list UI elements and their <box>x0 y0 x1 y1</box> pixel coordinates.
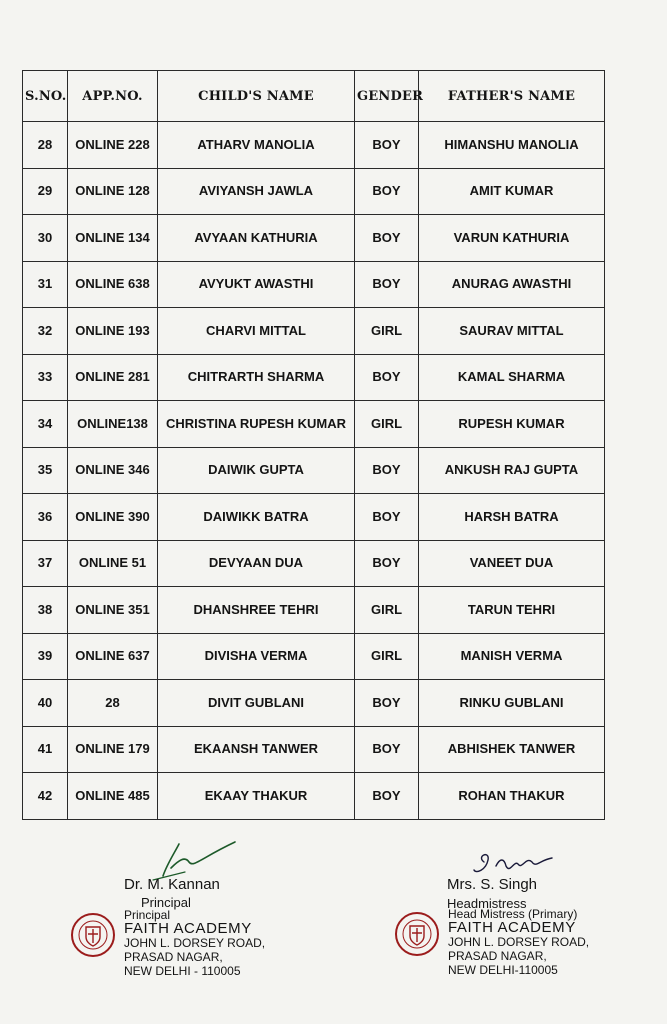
headmistress-stamp-title: Head Mistress (Primary) <box>448 907 578 921</box>
cell-gender: BOY <box>355 354 419 401</box>
cell-sno: 38 <box>23 587 68 634</box>
cell-app-no: ONLINE 281 <box>68 354 158 401</box>
cell-father-name: AMIT KUMAR <box>419 168 605 215</box>
principal-stamp-school: FAITH ACADEMY <box>124 920 252 937</box>
cell-child-name: ATHARV MANOLIA <box>158 122 355 169</box>
cell-father-name: ROHAN THAKUR <box>419 773 605 820</box>
cell-app-no: ONLINE 128 <box>68 168 158 215</box>
cell-child-name: CHARVI MITTAL <box>158 308 355 355</box>
cell-app-no: ONLINE 351 <box>68 587 158 634</box>
cell-app-no: ONLINE 134 <box>68 215 158 262</box>
school-seal-icon <box>394 911 440 957</box>
cell-app-no: ONLINE 51 <box>68 540 158 587</box>
cell-father-name: HARSH BATRA <box>419 494 605 541</box>
header-gender: GENDER <box>355 71 419 122</box>
cell-child-name: EKAANSH TANWER <box>158 726 355 773</box>
admission-list <box>22 70 604 820</box>
header-father-name: FATHER'S NAME <box>419 71 605 122</box>
principal-stamp-address-2: PRASAD NAGAR, <box>124 950 223 964</box>
principal-sign-block <box>124 878 220 910</box>
cell-gender: GIRL <box>355 401 419 448</box>
cell-sno: 41 <box>23 726 68 773</box>
cell-gender: BOY <box>355 540 419 587</box>
table-row <box>23 122 605 169</box>
principal-stamp <box>70 908 265 978</box>
cell-sno: 30 <box>23 215 68 262</box>
cell-father-name: ABHISHEK TANWER <box>419 726 605 773</box>
table-row <box>23 587 605 634</box>
cell-app-no: ONLINE 390 <box>68 494 158 541</box>
principal-stamp-address-1: JOHN L. DORSEY ROAD, <box>124 936 266 950</box>
table-row <box>23 680 605 727</box>
cell-sno: 34 <box>23 401 68 448</box>
table-row <box>23 168 605 215</box>
headmistress-stamp <box>394 907 589 977</box>
table-row <box>23 308 605 355</box>
cell-father-name: RINKU GUBLANI <box>419 680 605 727</box>
cell-child-name: AVIYANSH JAWLA <box>158 168 355 215</box>
cell-father-name: TARUN TEHRI <box>419 587 605 634</box>
cell-app-no: 28 <box>68 680 158 727</box>
headmistress-stamp-address-3: NEW DELHI-110005 <box>448 963 558 977</box>
cell-child-name: AVYUKT AWASTHI <box>158 261 355 308</box>
cell-app-no: ONLINE 193 <box>68 308 158 355</box>
cell-app-no: ONLINE 485 <box>68 773 158 820</box>
cell-gender: BOY <box>355 122 419 169</box>
cell-sno: 29 <box>23 168 68 215</box>
cell-child-name: CHRISTINA RUPESH KUMAR <box>158 401 355 448</box>
cell-gender: BOY <box>355 168 419 215</box>
cell-sno: 37 <box>23 540 68 587</box>
table-row <box>23 633 605 680</box>
headmistress-stamp-address-2: PRASAD NAGAR, <box>448 949 547 963</box>
cell-father-name: VARUN KATHURIA <box>419 215 605 262</box>
cell-gender: GIRL <box>355 633 419 680</box>
cell-father-name: HIMANSHU MANOLIA <box>419 122 605 169</box>
cell-child-name: AVYAAN KATHURIA <box>158 215 355 262</box>
table-row <box>23 726 605 773</box>
table-row <box>23 494 605 541</box>
cell-app-no: ONLINE 228 <box>68 122 158 169</box>
cell-app-no: ONLINE 346 <box>68 447 158 494</box>
cell-sno: 39 <box>23 633 68 680</box>
header-app-no: APP.NO. <box>68 71 158 122</box>
cell-app-no: ONLINE 637 <box>68 633 158 680</box>
table-row <box>23 354 605 401</box>
cell-father-name: ANURAG AWASTHI <box>419 261 605 308</box>
cell-sno: 42 <box>23 773 68 820</box>
cell-father-name: MANISH VERMA <box>419 633 605 680</box>
table-row <box>23 447 605 494</box>
cell-child-name: DEVYAAN DUA <box>158 540 355 587</box>
table-row <box>23 215 605 262</box>
cell-gender: BOY <box>355 494 419 541</box>
principal-title: Principal <box>141 895 191 910</box>
headmistress-title: Headmistress <box>447 896 527 911</box>
cell-father-name: VANEET DUA <box>419 540 605 587</box>
cell-sno: 33 <box>23 354 68 401</box>
principal-stamp-address-3: NEW DELHI - 110005 <box>124 964 241 978</box>
cell-sno: 35 <box>23 447 68 494</box>
cell-sno: 36 <box>23 494 68 541</box>
headmistress-stamp-address-1: JOHN L. DORSEY ROAD, <box>448 935 590 949</box>
cell-sno: 40 <box>23 680 68 727</box>
cell-sno: 28 <box>23 122 68 169</box>
cell-app-no: ONLINE 638 <box>68 261 158 308</box>
header-sno: S.NO. <box>23 71 68 122</box>
headmistress-stamp-school: FAITH ACADEMY <box>448 919 576 936</box>
cell-father-name: ANKUSH RAJ GUPTA <box>419 447 605 494</box>
cell-sno: 31 <box>23 261 68 308</box>
cell-gender: BOY <box>355 680 419 727</box>
cell-child-name: DAIWIKK BATRA <box>158 494 355 541</box>
cell-sno: 32 <box>23 308 68 355</box>
cell-gender: BOY <box>355 215 419 262</box>
cell-app-no: ONLINE138 <box>68 401 158 448</box>
cell-gender: GIRL <box>355 587 419 634</box>
cell-gender: GIRL <box>355 308 419 355</box>
cell-child-name: DHANSHREE TEHRI <box>158 587 355 634</box>
cell-child-name: DIVISHA VERMA <box>158 633 355 680</box>
cell-gender: BOY <box>355 726 419 773</box>
admission-table <box>22 70 605 820</box>
cell-app-no: ONLINE 179 <box>68 726 158 773</box>
table-row <box>23 773 605 820</box>
cell-gender: BOY <box>355 447 419 494</box>
cell-father-name: SAURAV MITTAL <box>419 308 605 355</box>
principal-stamp-title: Principal <box>124 908 171 922</box>
table-row <box>23 401 605 448</box>
cell-father-name: KAMAL SHARMA <box>419 354 605 401</box>
headmistress-name: Mrs. S. Singh <box>447 876 538 893</box>
table-row <box>23 261 605 308</box>
cell-child-name: DAIWIK GUPTA <box>158 447 355 494</box>
cell-gender: BOY <box>355 261 419 308</box>
school-seal-icon <box>70 912 116 958</box>
header-child-name: CHILD'S NAME <box>158 71 355 122</box>
cell-child-name: DIVIT GUBLANI <box>158 680 355 727</box>
cell-child-name: EKAAY THAKUR <box>158 773 355 820</box>
principal-name: Dr. M. Kannan <box>124 876 220 893</box>
table-row <box>23 540 605 587</box>
cell-child-name: CHITRARTH SHARMA <box>158 354 355 401</box>
cell-gender: BOY <box>355 773 419 820</box>
cell-father-name: RUPESH KUMAR <box>419 401 605 448</box>
table-header-row <box>23 71 605 122</box>
